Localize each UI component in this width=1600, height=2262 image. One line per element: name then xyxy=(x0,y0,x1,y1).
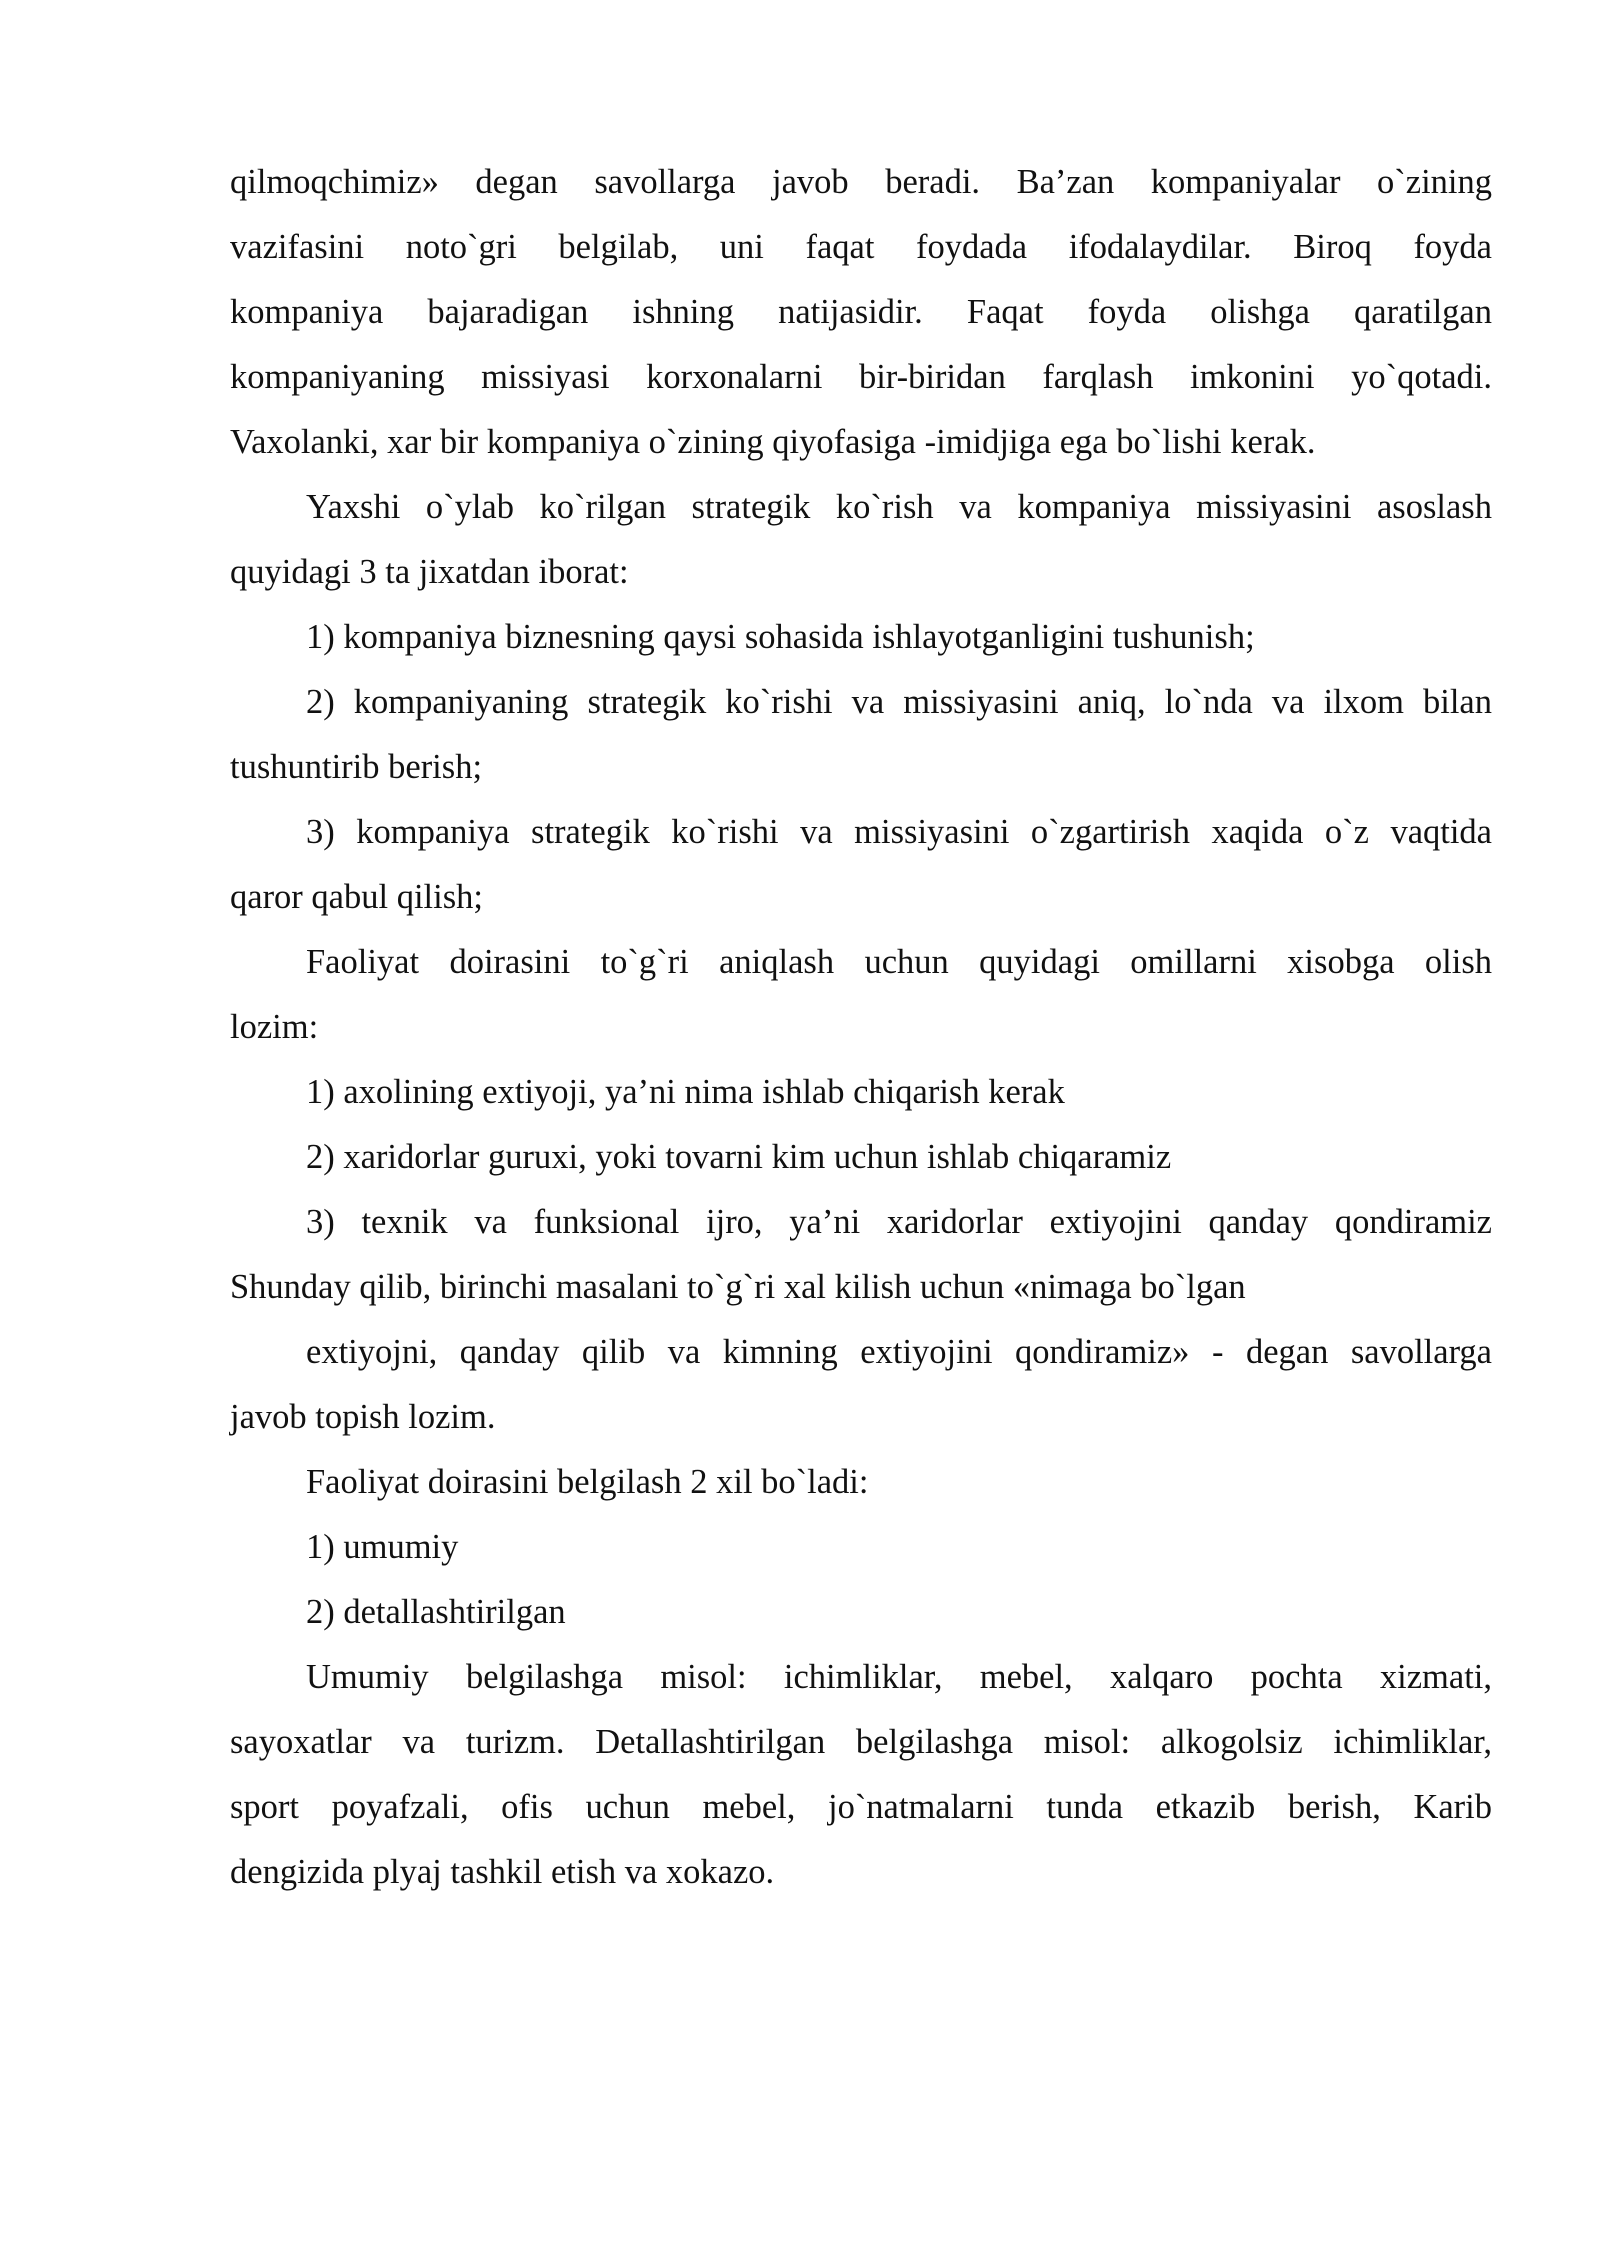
text-line: dengizida plyaj tashkil etish va xokazo. xyxy=(230,1853,775,1891)
text-line: 1) axolining extiyoji, ya’ni nima ishlab chiqarish kerak xyxy=(306,1073,1065,1111)
text-line: Faoliyat doirasini belgilash 2 xil bo`ladi: xyxy=(306,1463,869,1501)
text-line: extiyojni, qanday qilib va kimning extiyojini qondiramiz» - degan savollarga xyxy=(306,1333,1492,1371)
document-page xyxy=(230,150,1492,1905)
text-line: Vaxolanki, xar bir kompaniya o`zining qiyofasiga -imidjiga ega bo`lishi kerak. xyxy=(230,423,1316,461)
text-line: 2) detallashtirilgan xyxy=(306,1593,566,1631)
text-line: Faoliyat doirasini to`g`ri aniqlash uchun quyidagi omillarni xisobga olish xyxy=(306,943,1492,981)
text-line: 2) xaridorlar guruxi, yoki tovarni kim uchun ishlab chiqaramiz xyxy=(306,1138,1172,1176)
text-line: Umumiy belgilashga misol: ichimliklar, mebel, xalqaro pochta xizmati, xyxy=(306,1658,1492,1696)
text-line: tushuntirib berish; xyxy=(230,748,483,786)
text-line: 3) kompaniya strategik ko`rishi va missiyasini o`zgartirish xaqida o`z vaqtida xyxy=(306,813,1492,851)
text-line: Shunday qilib, birinchi masalani to`g`ri xal kilish uchun «nimaga bo`lgan xyxy=(230,1268,1246,1306)
text-line: 3) texnik va funksional ijro, ya’ni xaridorlar extiyojini qanday qondiramiz xyxy=(306,1203,1492,1241)
text-line: javob topish lozim. xyxy=(230,1398,496,1436)
text-line: vazifasini noto`gri belgilab, uni faqat foydada ifodalaydilar. Biroq foyda xyxy=(230,228,1492,266)
text-line: 1) umumiy xyxy=(306,1528,459,1566)
text-line: Yaxshi o`ylab ko`rilgan strategik ko`rish va kompaniya missiyasini asoslash xyxy=(306,488,1492,526)
text-line: sayoxatlar va turizm. Detallashtirilgan belgilashga misol: alkogolsiz ichimliklar, xyxy=(230,1723,1492,1761)
text-line: kompaniya bajaradigan ishning natijasidir. Faqat foyda olishga qaratilgan xyxy=(230,293,1492,331)
text-line: quyidagi 3 ta jixatdan iborat: xyxy=(230,553,629,591)
text-line: kompaniyaning missiyasi korxonalarni bir-biridan farqlash imkonini yo`qotadi. xyxy=(230,358,1492,396)
text-line: qaror qabul qilish; xyxy=(230,878,483,916)
text-line: 1) kompaniya biznesning qaysi sohasida ishlayotganligini tushunish; xyxy=(306,618,1255,656)
text-line: 2) kompaniyaning strategik ko`rishi va missiyasini aniq, lo`nda va ilxom bilan xyxy=(306,683,1492,721)
text-line: qilmoqchimiz» degan savollarga javob beradi. Ba’zan kompaniyalar o`zining xyxy=(230,163,1492,201)
text-line: lozim: xyxy=(230,1008,319,1046)
text-line: sport poyafzali, ofis uchun mebel, jo`natmalarni tunda etkazib berish, Karib xyxy=(230,1788,1492,1826)
